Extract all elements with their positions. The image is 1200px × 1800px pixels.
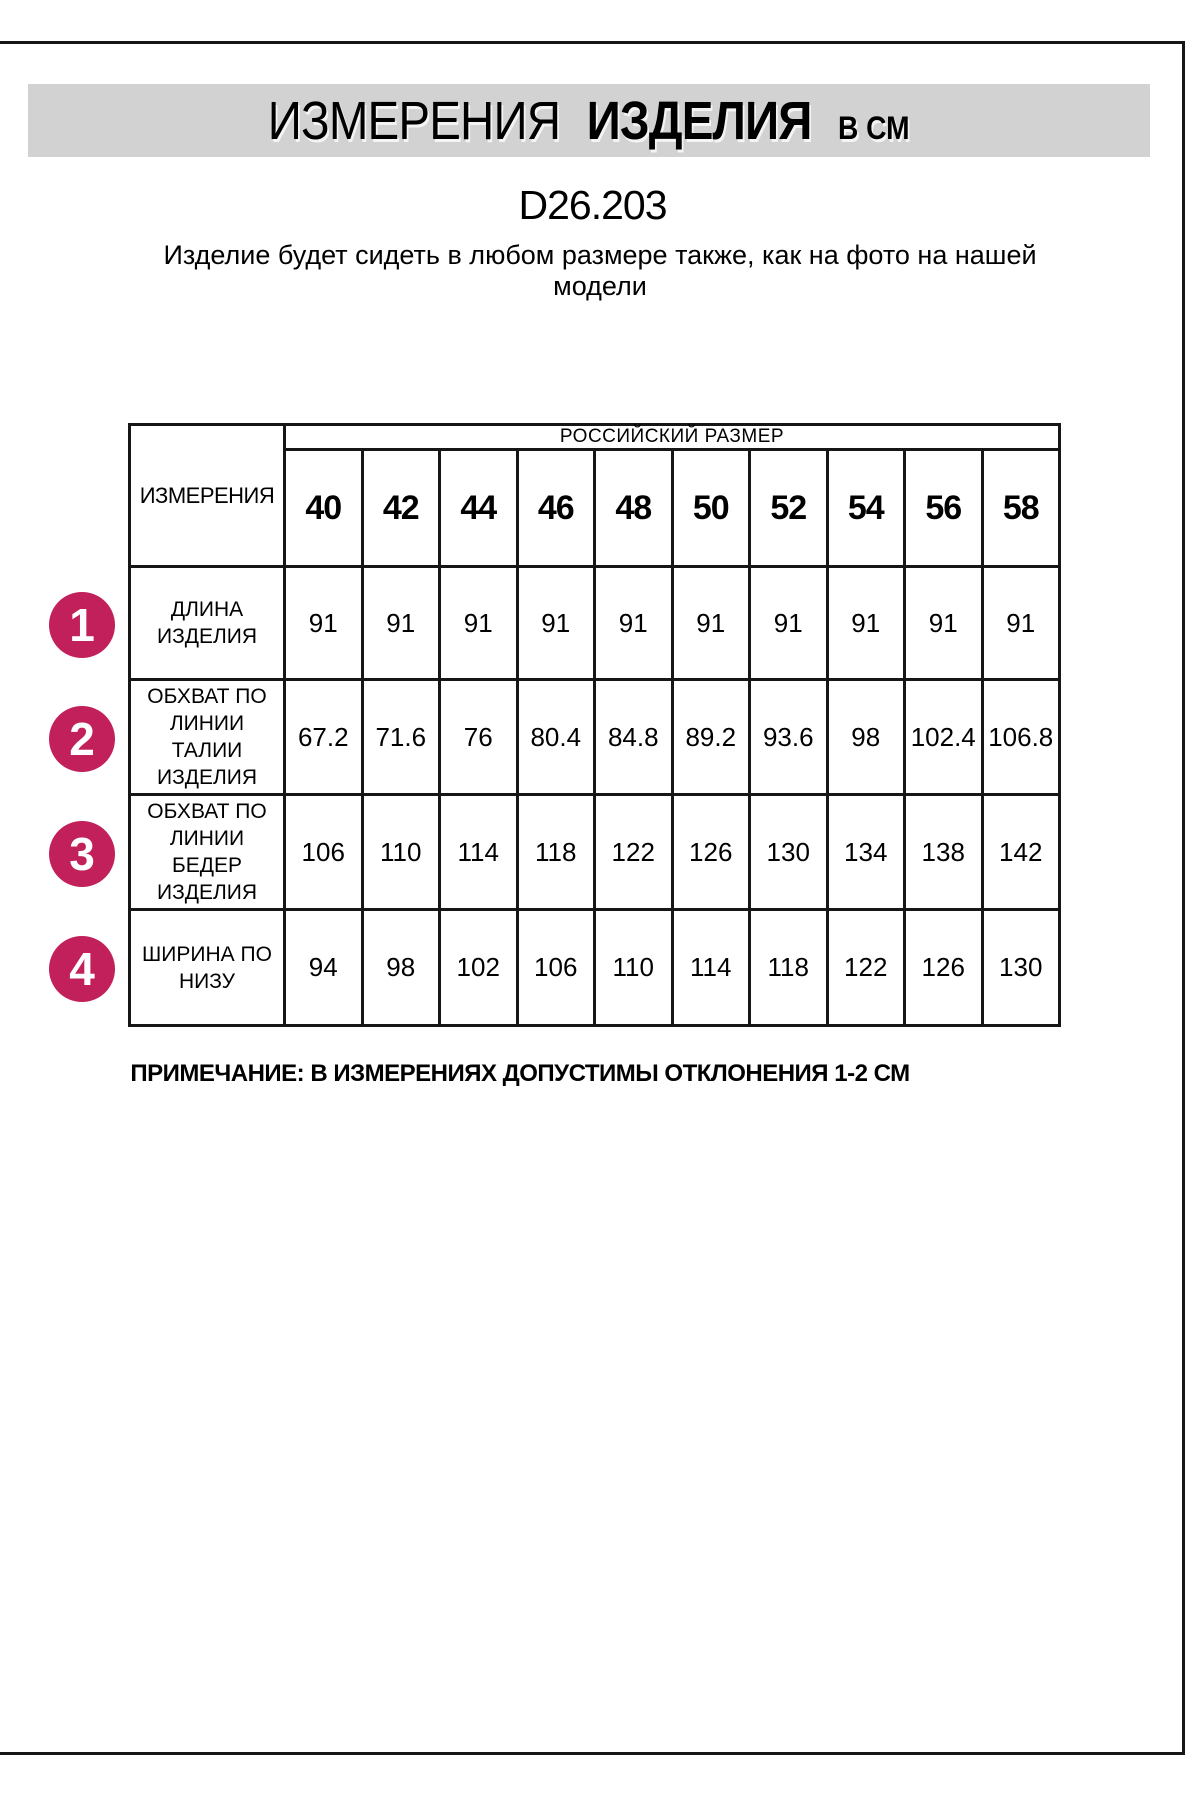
- table-cell: 89.2: [672, 680, 750, 795]
- table-cell: 102.4: [905, 680, 983, 795]
- table-cell: 102: [440, 910, 518, 1026]
- table-cell: 134: [827, 795, 905, 910]
- table-cell: 142: [982, 795, 1060, 910]
- group-header-cell: РОССИЙСКИЙ РАЗМЕР: [285, 425, 1060, 450]
- table-cell: 114: [440, 795, 518, 910]
- row-number-badge-1: 1: [49, 592, 115, 658]
- table-row-length: [130, 567, 1060, 680]
- fit-note-subtitle: Изделие будет сидеть в любом размере также, как на фото на нашей модели: [163, 240, 1037, 301]
- page-title: [268, 90, 910, 152]
- table-cell: 91: [595, 567, 673, 680]
- table-cell: 130: [982, 910, 1060, 1026]
- table-cell: 118: [750, 910, 828, 1026]
- table-cell: 80.4: [517, 680, 595, 795]
- table-cell: 91: [982, 567, 1060, 680]
- table-cell: 106.8: [982, 680, 1060, 795]
- size-header: 54: [827, 450, 905, 567]
- table-cell: 91: [750, 567, 828, 680]
- table-cell: 91: [440, 567, 518, 680]
- table-cell: 98: [362, 910, 440, 1026]
- table-cell: 91: [827, 567, 905, 680]
- table-group-header-row: [130, 425, 1060, 450]
- size-header: 46: [517, 450, 595, 567]
- size-header: 48: [595, 450, 673, 567]
- table-cell: 91: [672, 567, 750, 680]
- table-cell: 71.6: [362, 680, 440, 795]
- table-cell: 91: [905, 567, 983, 680]
- size-table: [128, 423, 1061, 1027]
- size-header: 44: [440, 450, 518, 567]
- row-number-badge-3: 3: [49, 821, 115, 887]
- row-number-badge-4: 4: [49, 936, 115, 1002]
- table-cell: 76: [440, 680, 518, 795]
- table-cell: 98: [827, 680, 905, 795]
- table-cell: 130: [750, 795, 828, 910]
- size-header: 50: [672, 450, 750, 567]
- size-header: 40: [285, 450, 363, 567]
- table-cell: 67.2: [285, 680, 363, 795]
- size-header: 42: [362, 450, 440, 567]
- table-cell: 91: [517, 567, 595, 680]
- table-row-hips: [130, 795, 1060, 910]
- table-cell: 122: [827, 910, 905, 1026]
- table-cell: 84.8: [595, 680, 673, 795]
- table-cell: 110: [362, 795, 440, 910]
- size-header: 58: [982, 450, 1060, 567]
- tolerance-note: ПРИМЕЧАНИЕ: В ИЗМЕРЕНИЯХ ДОПУСТИМЫ ОТКЛОНЕНИЯ 1-2 СМ: [130, 1060, 910, 1087]
- table-row-bottom-width: [130, 910, 1060, 1026]
- row-label: ОБХВАТ ПО ЛИНИИ ТАЛИИ ИЗДЕЛИЯ: [130, 680, 285, 795]
- row-number-badge-2: 2: [49, 706, 115, 772]
- title-unit-label: В СМ: [838, 109, 910, 146]
- table-cell: 118: [517, 795, 595, 910]
- row-label: ШИРИНА ПО НИЗУ: [130, 910, 285, 1026]
- table-cell: 110: [595, 910, 673, 1026]
- row-label: ОБХВАТ ПО ЛИНИИ БЕДЕР ИЗДЕЛИЯ: [130, 795, 285, 910]
- table-cell: 126: [905, 910, 983, 1026]
- corner-header-cell: ИЗМЕРЕНИЯ: [130, 425, 285, 567]
- title-word-product: ИЗДЕЛИЯ: [586, 90, 812, 151]
- row-label: ДЛИНА ИЗДЕЛИЯ: [130, 567, 285, 680]
- size-header: 56: [905, 450, 983, 567]
- table-cell: 138: [905, 795, 983, 910]
- table-cell: 122: [595, 795, 673, 910]
- table-cell: 94: [285, 910, 363, 1026]
- title-word-measurements: ИЗМЕРЕНИЯ: [268, 90, 561, 151]
- table-cell: 91: [362, 567, 440, 680]
- title-bar: [28, 84, 1150, 157]
- table-row-waist: [130, 680, 1060, 795]
- table-cell: 91: [285, 567, 363, 680]
- table-cell: 106: [285, 795, 363, 910]
- product-code: D26.203: [518, 182, 667, 228]
- table-cell: 106: [517, 910, 595, 1026]
- size-header: 52: [750, 450, 828, 567]
- table-cell: 93.6: [750, 680, 828, 795]
- table-cell: 126: [672, 795, 750, 910]
- table-cell: 114: [672, 910, 750, 1026]
